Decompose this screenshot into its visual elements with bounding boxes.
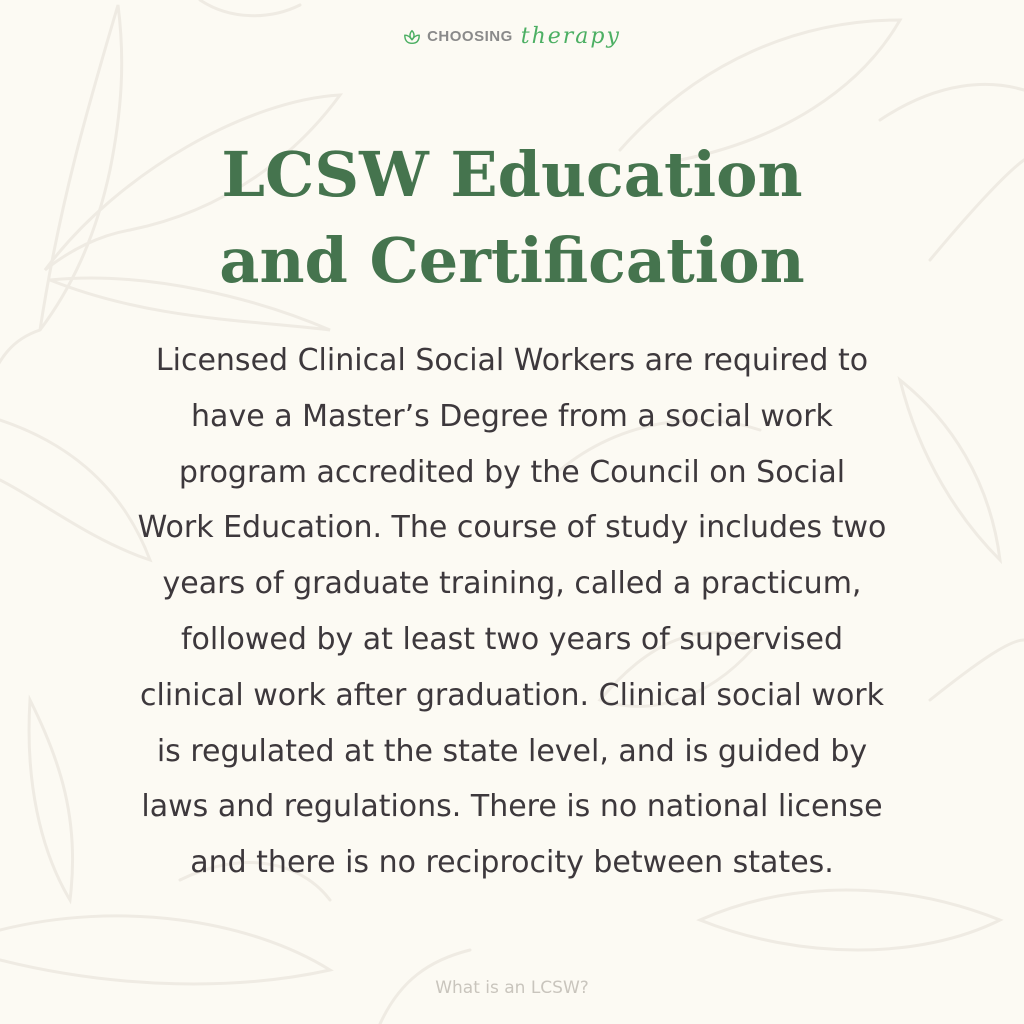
body-line: laws and regulations. There is no national license — [141, 789, 883, 825]
lotus-leaf-icon — [403, 28, 421, 46]
body-line: years of graduate training, called a practicum, — [162, 566, 862, 602]
body-line: clinical work after graduation. Clinical social work — [139, 677, 885, 713]
brand-logo — [0, 24, 1024, 49]
body-line: is regulated at the state level, and is guided by — [156, 733, 868, 769]
title-line-2: and Certification — [219, 224, 805, 297]
title-line-1: LCSW Education — [221, 138, 803, 211]
body-line: followed by at least two years of supervised — [180, 621, 844, 657]
brand-script: therapy — [520, 24, 621, 49]
body-line: have a Master’s Degree from a social work — [191, 398, 833, 434]
brand-word: CHOOSING — [427, 28, 513, 45]
description-paragraph — [60, 333, 964, 891]
page-title — [0, 132, 1024, 304]
body-line: Work Education. The course of study includes two — [137, 510, 887, 546]
footer-caption: What is an LCSW? — [435, 978, 589, 998]
body-line: program accredited by the Council on Social — [178, 454, 846, 490]
body-line: Licensed Clinical Social Workers are required to — [155, 343, 869, 378]
body-line: and there is no reciprocity between states. — [190, 845, 834, 881]
